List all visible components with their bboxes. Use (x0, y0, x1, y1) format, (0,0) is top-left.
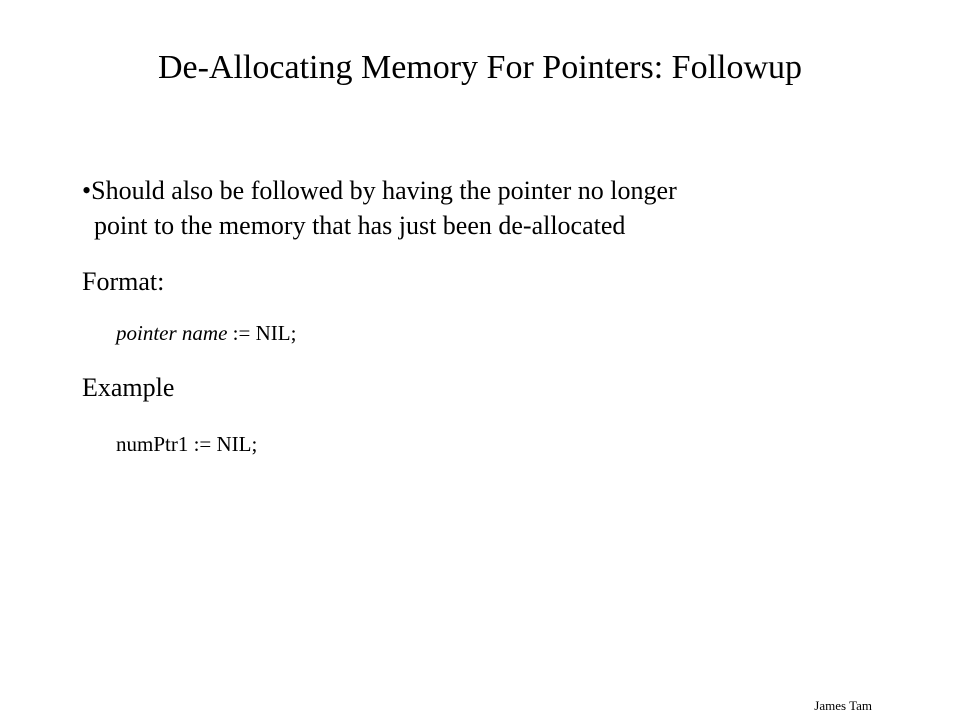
format-label: Format: (82, 267, 165, 296)
slide-title: De-Allocating Memory For Pointers: Followup (157, 49, 803, 86)
bullet-text-1: Should also be followed by having the pointer no longer (91, 176, 677, 205)
bullet-line-2: point to the memory that has just been de-allocated (94, 211, 626, 240)
bullet-marker: • (82, 176, 92, 205)
format-code (116, 321, 296, 346)
bullet-line-1 (82, 173, 882, 208)
bullet-point (82, 173, 882, 243)
author-footer: James Tam (814, 698, 872, 713)
example-label: Example (82, 373, 175, 402)
format-code-placeholder: pointer name (116, 321, 228, 345)
format-code-assignment: := NIL; (227, 321, 297, 345)
example-code: numPtr1 := NIL; (116, 432, 258, 456)
